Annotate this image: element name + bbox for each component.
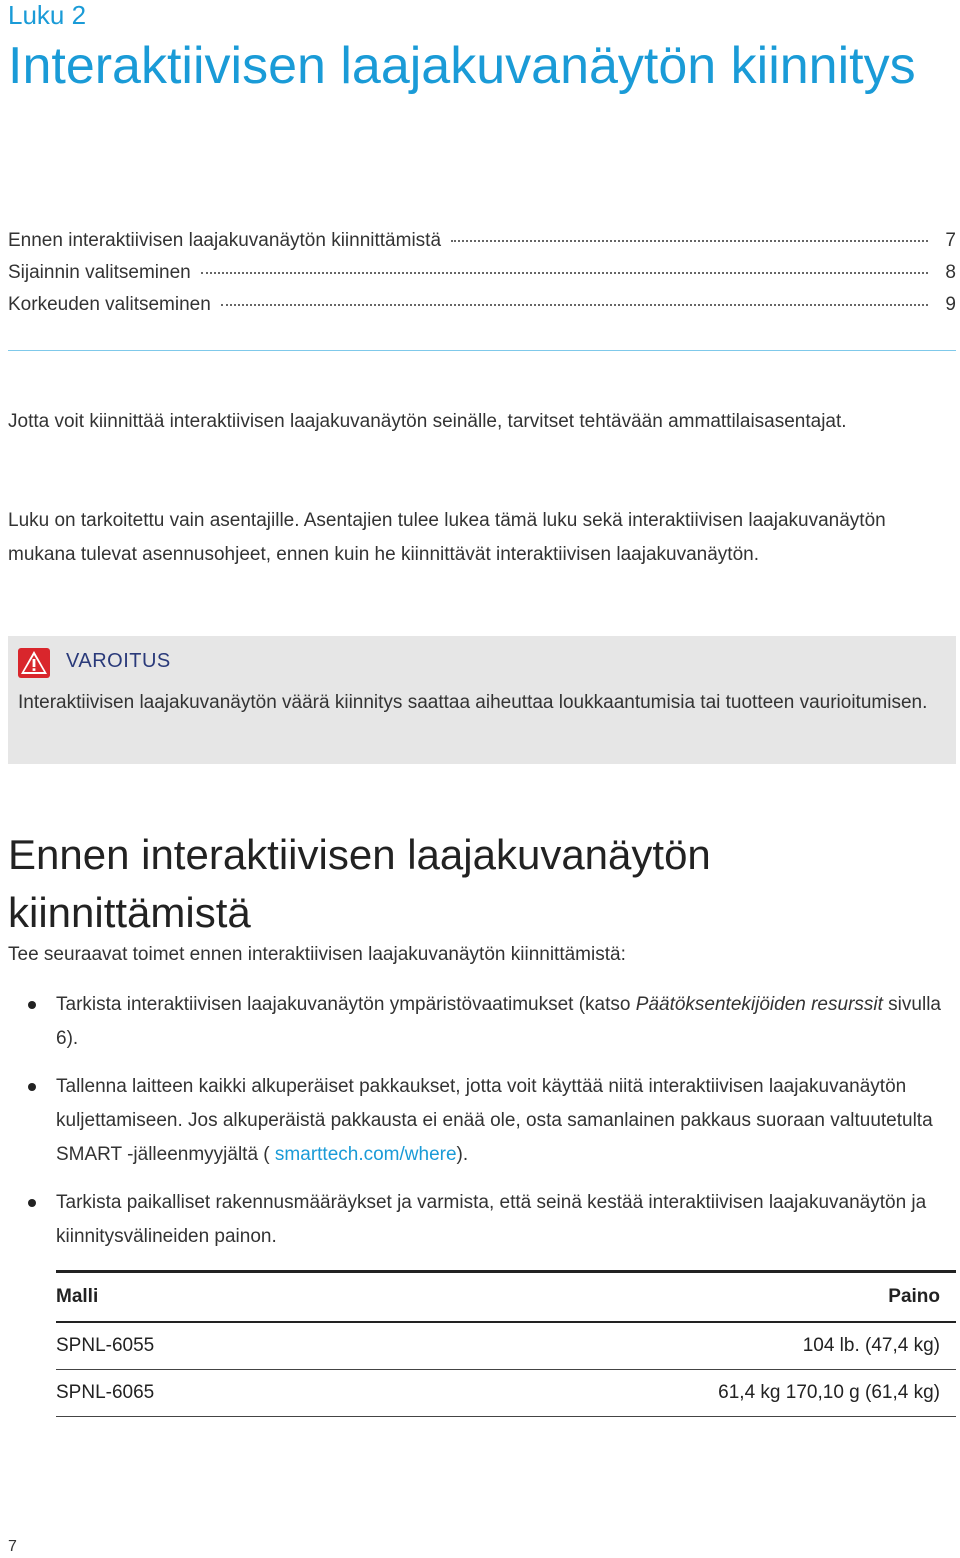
bullet-dot-icon	[28, 1199, 36, 1207]
section-lead: Tee seuraavat toimet ennen interaktiivisen laajakuvanäytön kiinnittämistä:	[8, 944, 626, 965]
column-header-weight: Paino	[319, 1272, 956, 1323]
warning-box	[8, 636, 956, 764]
toc-entry-label[interactable]: Korkeuden valitseminen	[8, 294, 211, 315]
table-row	[56, 1322, 956, 1370]
list-item-text: ).	[456, 1144, 469, 1165]
cross-reference-link[interactable]: Päätöksentekijöiden resurssit	[635, 994, 883, 1015]
toc-dot-leader	[201, 272, 928, 274]
cell-model: SPNL-6055	[56, 1322, 319, 1370]
warning-title: VAROITUS	[66, 650, 171, 672]
list-item	[8, 1186, 958, 1254]
checklist	[8, 988, 958, 1268]
toc-dot-leader	[451, 240, 928, 242]
warning-text: Interaktiivisen laajakuvanäytön väärä kiinnitys saattaa aiheuttaa loukkaantumisia tai tuotteen vaurioitumisen.	[18, 692, 928, 713]
page-number: 7	[8, 1538, 17, 1555]
cell-model: SPNL-6065	[56, 1370, 319, 1417]
list-item-text: Tarkista interaktiivisen laajakuvanäytön ympäristövaatimukset (katso	[56, 994, 636, 1015]
table-header-row	[56, 1272, 956, 1323]
bullet-dot-icon	[28, 1083, 36, 1091]
toc-entry-label[interactable]: Sijainnin valitseminen	[8, 262, 191, 283]
list-item	[8, 988, 958, 1056]
smarttech-link[interactable]: smarttech.com/where	[269, 1144, 457, 1165]
toc-entry-page[interactable]: 8	[945, 262, 956, 283]
cell-weight: 61,4 kg 170,10 g (61,4 kg)	[319, 1370, 956, 1417]
section-divider	[8, 350, 956, 351]
cell-weight: 104 lb. (47,4 kg)	[319, 1322, 956, 1370]
list-item-text: Tallenna laitteen kaikki alkuperäiset pakkaukset, jotta voit käyttää niitä interaktiivisen laajakuvanäytön kuljettamiseen. Jos alkuperäistä pakkausta ei enää ole, osta samanlainen pakkaus suoraan valtuutetulta SMART -jälleenmyyjältä (	[56, 1076, 933, 1165]
toc-entry[interactable]	[8, 262, 956, 294]
toc-entry-page[interactable]: 7	[945, 230, 956, 251]
list-item	[8, 1070, 958, 1172]
list-item-text: Tarkista paikalliset rakennusmääräykset ja varmista, että seinä kestää interaktiivisen laajakuvanäytön ja kiinnitysvälineiden painon.	[56, 1192, 927, 1247]
toc-dot-leader	[221, 304, 928, 306]
chapter-title: Interaktiivisen laajakuvanäytön kiinnitys	[8, 37, 916, 95]
toc-entry-page[interactable]: 9	[945, 294, 956, 315]
intro-paragraph: Jotta voit kiinnittää interaktiivisen laajakuvanäytön seinälle, tarvitset tehtävään ammattilaisasentajat.	[8, 411, 847, 432]
warning-triangle-icon	[18, 648, 50, 678]
bullet-dot-icon	[28, 1001, 36, 1009]
installer-paragraph: Luku on tarkoitettu vain asentajille. Asentajien tulee lukea tämä luku sekä interaktiivisen laajakuvanäytön mukana tulevat asennusohjeet, ennen kuin he kiinnittävät interaktiivisen laajakuvanäytön.	[8, 510, 886, 565]
table-of-contents	[8, 230, 956, 326]
toc-entry[interactable]	[8, 230, 956, 262]
weight-table	[56, 1270, 956, 1417]
section-heading: Ennen interaktiivisen laajakuvanäytön kiinnittämistä	[8, 831, 711, 936]
column-header-model: Malli	[56, 1272, 319, 1323]
list-item-text: sivulla 6).	[56, 994, 941, 1049]
chapter-label: Luku 2	[8, 0, 87, 30]
toc-entry-label[interactable]: Ennen interaktiivisen laajakuvanäytön kiinnittämistä	[8, 230, 442, 251]
toc-entry[interactable]	[8, 294, 956, 326]
table-row	[56, 1370, 956, 1417]
